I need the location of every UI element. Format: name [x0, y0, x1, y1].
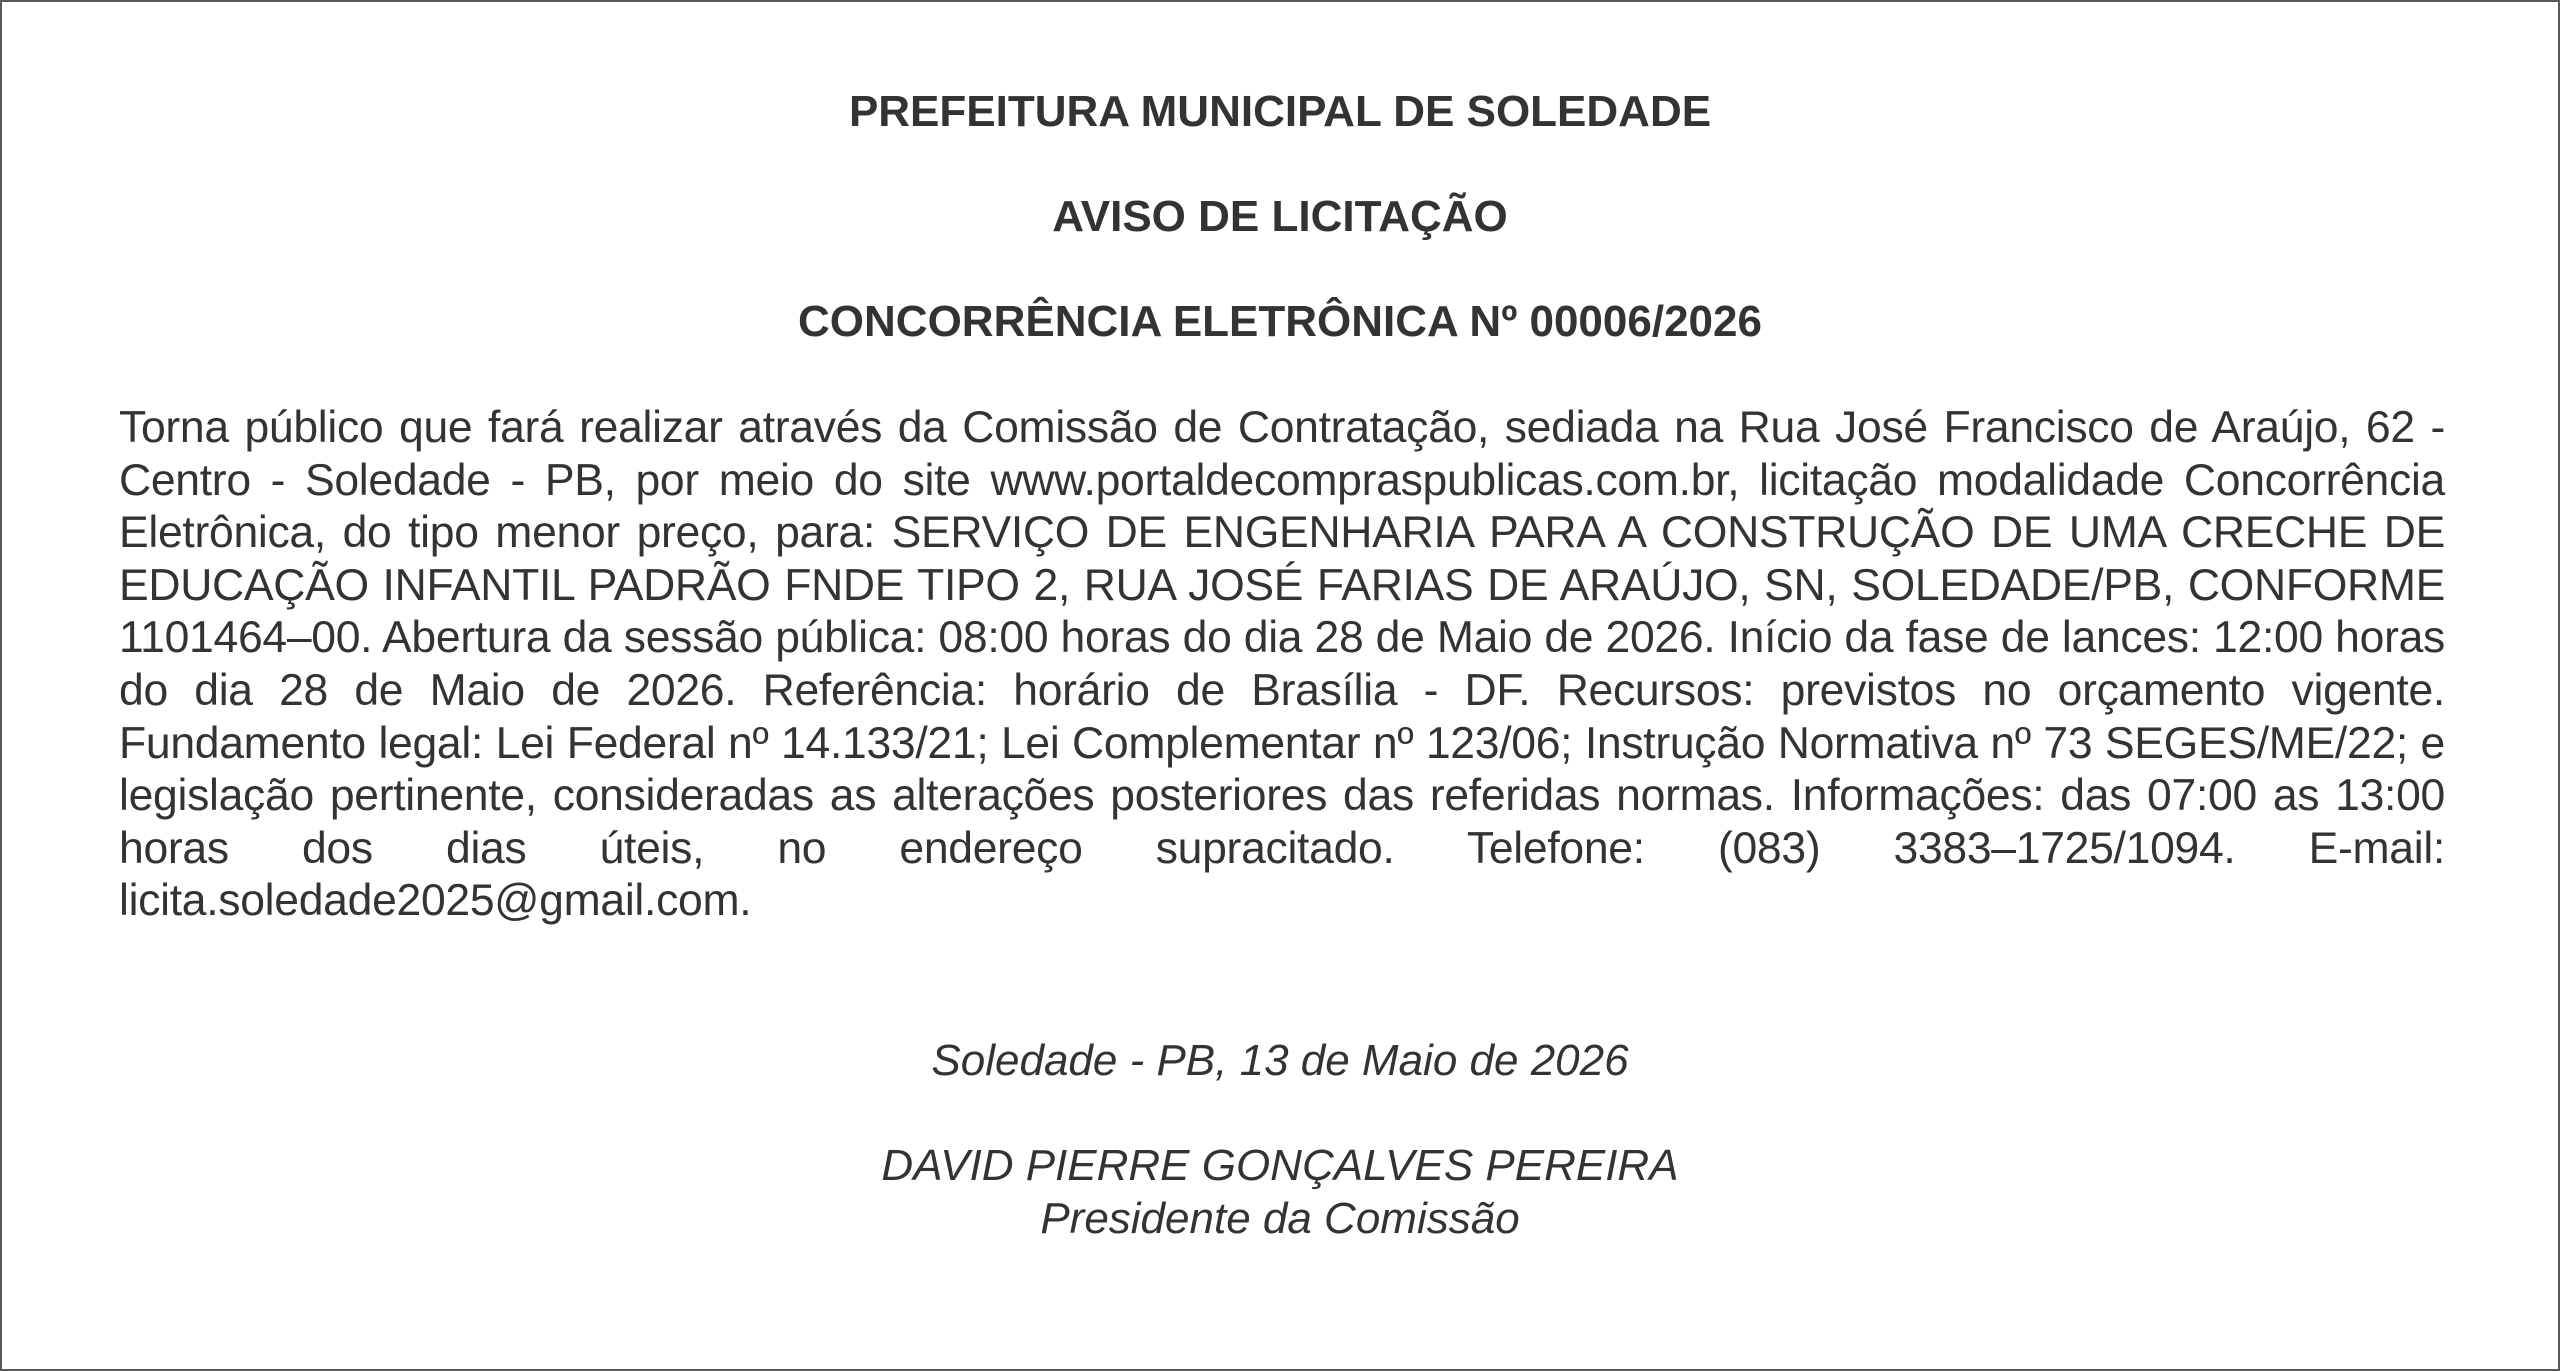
notice-type-heading: AVISO DE LICITAÇÃO	[1052, 192, 1508, 241]
process-title: CONCORRÊNCIA ELETRÔNICA Nº 00006/2026	[798, 297, 1762, 346]
agency-title: PREFEITURA MUNICIPAL DE SOLEDADE	[848, 87, 1712, 136]
place-and-date: Soledade - PB, 13 de Maio de 2026	[931, 1036, 1629, 1085]
signatory-role: Presidente da Comissão	[1040, 1194, 1520, 1243]
signatory-name: DAVID PIERRE GONÇALVES PEREIRA	[881, 1141, 1679, 1190]
notice-body: Torna público que fará realizar através da Comissão de Contratação, sediada na Rua José Francisco de Araújo, 62 - Centro - Soledade - PB, por meio do site www.portaldecompraspublicas.com.br, licitação modalidade Concorrência Eletrônica, do tipo menor preço, para: SERVIÇO DE ENGENHARIA PARA A CONSTRUÇÃO DE UMA CRECHE DE EDUCAÇÃO INFANTIL PADRÃO FNDE TIPO 2, RUA JOSÉ FARIAS DE ARAÚJO, SN, SOLEDADE/PB, CONFORME 1101464–00. Abertura da sessão pública: 08:00 horas do dia 28 de Maio de 2026. Início da fase de lances: 12:00 horas do dia 28 de Maio de 2026. Referência: horário de Brasília - DF. Recursos: previstos no orçamento vigente. Fundamento legal: Lei Federal nº 14.133/21; Lei Complementar nº 123/06; Instrução Normativa nº 73 SEGES/ME/22; e legislação pertinente, consideradas as alterações posteriores das referidas normas. Informações: das 07:00 as 13:00 horas dos dias úteis, no endereço supracitado. Telefone: (083) 3383–1725/1094. E-mail: licita.soledade2025@gmail.com.	[119, 403, 2445, 926]
